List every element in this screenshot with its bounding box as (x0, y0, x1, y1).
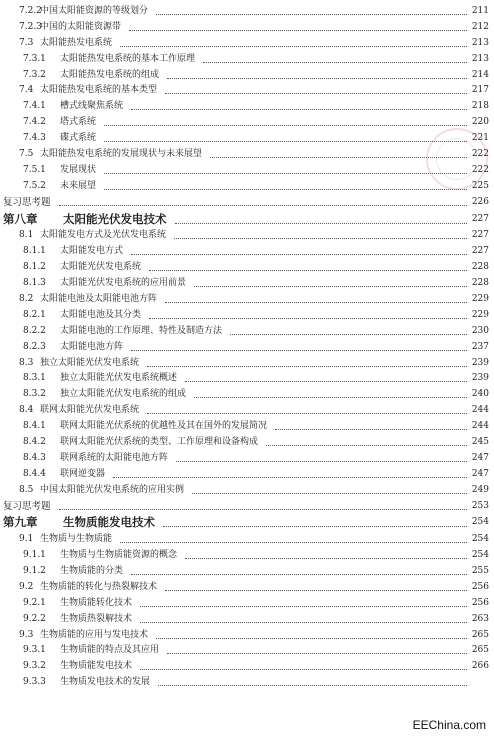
toc-entry-title: 独立太阳能光伏发电系统 (40, 357, 140, 368)
toc-entry-title: 独立太阳能光伏发电系统的组成 (60, 389, 187, 400)
toc-entry-title: 生物质与生物质能资源的概念 (60, 550, 178, 561)
toc-entry-row[interactable] (0, 467, 494, 483)
toc-entry-title: 中国太阳能资源的等级划分 (40, 6, 149, 16)
toc-leader-dots (140, 596, 467, 607)
toc-entry-row[interactable] (0, 451, 494, 467)
toc-leader-dots (149, 308, 467, 319)
toc-leader-dots (176, 451, 467, 462)
toc-page-number: 247 (471, 468, 489, 479)
toc-leader-dots (131, 244, 467, 255)
toc-leader-dots (185, 548, 467, 559)
toc-entry-row[interactable] (0, 179, 494, 195)
toc-leader-dots (167, 643, 467, 654)
toc-entry-number: 8.4.1 (23, 421, 46, 432)
toc-page-number: 229 (471, 309, 489, 320)
toc-page-number: 239 (471, 373, 489, 384)
toc-page-number: 227 (471, 246, 489, 257)
toc-entry-row[interactable] (0, 675, 494, 691)
toc-entry-row[interactable] (0, 596, 494, 612)
toc-leader-dots (175, 211, 467, 224)
toc-leader-dots (59, 499, 467, 510)
toc-page-number: 227 (471, 213, 489, 224)
toc-leader-dots (192, 483, 467, 494)
toc-leader-dots (185, 371, 467, 382)
toc-leader-dots (104, 131, 467, 142)
toc-entry-row[interactable] (0, 4, 494, 20)
toc-entry-row[interactable] (0, 612, 494, 628)
toc-entry-row[interactable] (0, 195, 494, 211)
toc-entry-title: 塔式系统 (60, 117, 97, 128)
toc-entry-row[interactable] (0, 244, 494, 260)
toc-entry-number: 7.3.2 (23, 69, 46, 80)
toc-entry-number: 7.4 (19, 85, 34, 96)
toc-leader-dots (230, 324, 467, 335)
toc-entry-title: 联网太阳能光伏系统的优越性及其在国外的发展简况 (60, 421, 268, 432)
toc-entry-row[interactable] (0, 628, 494, 644)
toc-page-number: 254 (471, 534, 489, 545)
toc-entry-title: 碟式系统 (60, 133, 97, 144)
toc-entry-number: 8.1.2 (23, 262, 46, 273)
toc-entry-title: 太阳能热发电系统 (40, 37, 113, 48)
toc-entry-number: 8.5 (19, 484, 34, 495)
toc-entry-number: 9.2 (19, 581, 34, 592)
toc-page-number: 254 (471, 550, 489, 561)
toc-entry-number: 第九章 (3, 515, 38, 530)
toc-entry-title: 槽式线聚焦系统 (60, 101, 124, 112)
toc-entry-row[interactable] (0, 580, 494, 596)
toc-page-number: 226 (471, 196, 489, 207)
toc-page-number: 240 (471, 389, 489, 400)
toc-leader-dots (156, 4, 467, 15)
toc-entry-title: 太阳能发电方式 (60, 246, 124, 257)
toc-entry-number: 7.5.2 (23, 180, 46, 191)
toc-entry-row[interactable] (0, 483, 494, 499)
toc-page-number: 221 (471, 133, 489, 144)
toc-entry-number: 7.3.1 (23, 53, 46, 64)
toc-entry-number: 8.3 (19, 357, 34, 368)
toc-entry-title: 太阳能热发电系统的发展现状与未来展望 (40, 149, 203, 160)
toc-entry-row[interactable] (0, 36, 494, 52)
toc-entry-row[interactable] (0, 356, 494, 372)
toc-entry-row[interactable] (0, 292, 494, 308)
toc-entry-row[interactable] (0, 340, 494, 356)
toc-page-number: 214 (471, 69, 489, 80)
toc-entry-title: 复习思考题 (3, 500, 51, 512)
toc-leader-dots (275, 419, 467, 430)
toc-entry-row[interactable] (0, 564, 494, 580)
toc-entry-title: 联网太阳能光伏系统的类型、工作原理和设备构成 (60, 436, 259, 447)
toc-entry-title: 生物质能的转化与热裂解技术 (40, 581, 158, 592)
toc-entry-title: 复习思考题 (3, 196, 51, 208)
toc-leader-dots (104, 115, 467, 126)
toc-entry-number: 7.2.3 (19, 21, 42, 32)
toc-page-number: 263 (471, 613, 489, 624)
toc-entry-title: 中国的太阳能资源带 (40, 21, 122, 32)
toc-entry-number: 9.3.1 (23, 645, 46, 656)
toc-entry-title: 生物质能发电技术 (60, 661, 133, 672)
toc-page-number: 222 (471, 149, 489, 160)
toc-entry-row[interactable] (0, 643, 494, 659)
toc-entry-title: 联网逆变器 (60, 468, 106, 479)
toc-entry-title: 发展现状 (60, 164, 97, 175)
toc-page-number: 244 (471, 421, 489, 432)
toc-entry-row[interactable] (0, 659, 494, 675)
toc-entry-title: 太阳能电池方阵 (60, 341, 124, 352)
toc-entry-number: 7.5.1 (23, 164, 46, 175)
toc-page-number: 254 (471, 517, 489, 528)
toc-entry-row[interactable] (0, 52, 494, 68)
toc-leader-dots (113, 467, 467, 478)
toc-page-number: 218 (471, 101, 489, 112)
toc-entry-title: 生物质热裂解技术 (60, 613, 133, 624)
toc-leader-dots (147, 356, 467, 367)
library-stamp-seal (426, 128, 488, 190)
toc-entry-number: 8.1.3 (23, 278, 46, 289)
toc-page-number: 237 (471, 341, 489, 352)
toc-entry-row[interactable] (0, 115, 494, 131)
toc-entry-row[interactable] (0, 308, 494, 324)
toc-page-number: 239 (471, 357, 489, 368)
toc-entry-row[interactable] (0, 99, 494, 115)
toc-page-number: 225 (471, 180, 489, 191)
toc-entry-title: 生物质能的分类 (60, 565, 124, 576)
toc-leader-dots (156, 628, 467, 639)
toc-entry-row[interactable] (0, 548, 494, 564)
toc-entry-number: 7.4.3 (23, 133, 46, 144)
toc-entry-row[interactable] (0, 435, 494, 451)
toc-page-number: 229 (471, 293, 489, 304)
toc-page-number: 217 (471, 85, 489, 96)
toc-leader-dots (194, 276, 467, 287)
toc-entry-title: 生物质能的应用与发电技术 (40, 629, 149, 640)
toc-entry-number: 第八章 (3, 211, 38, 226)
toc-entry-number: 8.2.2 (23, 325, 46, 336)
toc-entry-number: 8.1.1 (23, 246, 46, 257)
toc-entry-row[interactable] (0, 324, 494, 340)
toc-entry-number: 8.3.1 (23, 373, 46, 384)
toc-entry-title: 生物质能的特点及其应用 (60, 645, 160, 656)
toc-page-number: 247 (471, 452, 489, 463)
toc-leader-dots (158, 675, 467, 686)
toc-page-number: 265 (471, 645, 489, 656)
toc-page-number: 244 (471, 405, 489, 416)
toc-entry-number: 7.4.2 (23, 117, 46, 128)
toc-leader-dots (131, 99, 467, 110)
toc-leader-dots (131, 340, 467, 351)
toc-entry-title: 生物质与生物质能 (40, 534, 113, 545)
toc-page-number: 230 (471, 325, 489, 336)
toc-entry-title: 太阳能电池的工作原理、特性及制造方法 (60, 325, 223, 336)
toc-leader-dots (194, 387, 467, 398)
toc-entry-row[interactable] (0, 68, 494, 84)
watermark-text: EEChina.com (412, 718, 486, 732)
toc-entry-number: 9.3.2 (23, 661, 46, 672)
toc-entry-title: 独立太阳能光伏发电系统概述 (60, 373, 178, 384)
toc-entry-title: 太阳能光伏发电系统 (60, 262, 142, 273)
toc-entry-number: 7.4.1 (23, 101, 46, 112)
toc-entry-number: 7.3 (19, 37, 34, 48)
toc-entry-row[interactable] (0, 147, 494, 163)
toc-page-number: 265 (471, 629, 489, 640)
toc-leader-dots (129, 20, 467, 31)
toc-leader-dots (104, 163, 467, 174)
toc-entry-number: 7.2.2 (19, 6, 42, 16)
toc-entry-title: 太阳能电池及太阳能电池方阵 (40, 293, 158, 304)
toc-leader-dots (174, 228, 467, 239)
toc-leader-dots (203, 52, 467, 63)
toc-leader-dots (104, 179, 467, 190)
toc-entry-row[interactable] (0, 387, 494, 403)
toc-entry-title: 生物质发电技术的发展 (60, 677, 151, 688)
toc-entry-row[interactable] (0, 260, 494, 276)
toc-leader-dots (59, 195, 467, 206)
toc-page-number: 213 (471, 53, 489, 64)
toc-entry-row[interactable] (0, 403, 494, 419)
toc-entry-title: 中国太阳能光伏发电系统的应用实例 (40, 484, 185, 495)
toc-entry-title: 生物质能发电技术 (63, 515, 155, 530)
toc-page-number: 256 (471, 597, 489, 608)
toc-leader-dots (165, 83, 467, 94)
toc-page-number: 253 (471, 500, 489, 511)
toc-entry-number: 8.2 (19, 293, 34, 304)
toc-entry-number: 9.2.1 (23, 597, 46, 608)
toc-entry-row[interactable] (0, 532, 494, 548)
toc-chapter-row[interactable] (0, 514, 494, 532)
toc-entry-title: 未来展望 (60, 180, 97, 191)
toc-entry-title: 太阳能光伏发电系统的应用前景 (60, 278, 187, 289)
toc-leader-dots (140, 659, 467, 670)
toc-page-number: 249 (471, 484, 489, 495)
toc-leader-dots (120, 36, 467, 47)
toc-entry-number: 8.4.4 (23, 468, 46, 479)
toc-entry-title: 太阳能热发电系统的基本类型 (40, 85, 158, 96)
toc-page-number: 211 (471, 6, 489, 16)
toc-entry-row[interactable] (0, 276, 494, 292)
toc-entry-title: 太阳能电池及其分类 (60, 309, 142, 320)
toc-entry-number: 9.1.1 (23, 550, 46, 561)
toc-leader-dots (165, 580, 467, 591)
toc-leader-dots (165, 292, 467, 303)
toc-entry-number: 9.1.2 (23, 565, 46, 576)
toc-entry-title: 太阳能光伏发电技术 (63, 211, 167, 226)
toc-page-number: 213 (471, 37, 489, 48)
toc-entry-number: 8.1 (19, 230, 34, 241)
toc-entry-title: 联网系统的太阳能电池方阵 (60, 452, 169, 463)
toc-leader-dots (120, 532, 467, 543)
toc-entry-number: 9.2.2 (23, 613, 46, 624)
toc-leader-dots (149, 260, 467, 271)
toc-entry-title: 太阳能发电方式及光伏发电系统 (40, 230, 167, 241)
toc-entry-number: 7.5 (19, 149, 34, 160)
toc-entry-row[interactable] (0, 371, 494, 387)
toc-leader-dots (147, 403, 467, 414)
toc-entry-number: 8.2.1 (23, 309, 46, 320)
toc-entry-row[interactable] (0, 83, 494, 99)
toc-page-number: 266 (471, 661, 489, 672)
toc-entry-row[interactable] (0, 163, 494, 179)
toc-page-number: 228 (471, 278, 489, 289)
toc-entry-row[interactable] (0, 131, 494, 147)
toc-entry-row[interactable] (0, 419, 494, 435)
toc-entry-title: 太阳能热发电系统的组成 (60, 69, 160, 80)
toc-entry-number: 8.3.2 (23, 389, 46, 400)
toc-page-number: 220 (471, 117, 489, 128)
toc-page-number: 212 (471, 21, 489, 32)
toc-entry-number: 9.3.3 (23, 677, 46, 688)
toc-entry-number: 8.4.2 (23, 436, 46, 447)
toc-entry-row[interactable] (0, 499, 494, 515)
toc-page-number: 245 (471, 436, 489, 447)
toc-page-number: 222 (471, 164, 489, 175)
toc-page-number: 255 (471, 565, 489, 576)
toc-entry-number: 9.1 (19, 534, 34, 545)
toc-entry-number: 9.3 (19, 629, 34, 640)
toc-page-number: 228 (471, 262, 489, 273)
toc-chapter-row[interactable] (0, 211, 494, 229)
toc-entry-number: 8.2.3 (23, 341, 46, 352)
toc-entry-title: 联网太阳能光伏发电系统 (40, 405, 140, 416)
toc-leader-dots (140, 612, 467, 623)
toc-entry-title: 太阳能热发电系统的基本工作原理 (60, 53, 196, 64)
toc-page-number: 227 (471, 230, 489, 241)
toc-entry-title: 生物质能转化技术 (60, 597, 133, 608)
toc-leader-dots (131, 564, 467, 575)
toc-leader-dots (266, 435, 467, 446)
toc-page-number: 256 (471, 581, 489, 592)
toc-entry-row[interactable] (0, 20, 494, 36)
toc-entry-number: 8.4 (19, 405, 34, 416)
table-of-contents (0, 4, 494, 691)
toc-leader-dots (167, 68, 467, 79)
toc-entry-row[interactable] (0, 228, 494, 244)
toc-entry-number: 8.4.3 (23, 452, 46, 463)
toc-leader-dots (163, 514, 467, 527)
